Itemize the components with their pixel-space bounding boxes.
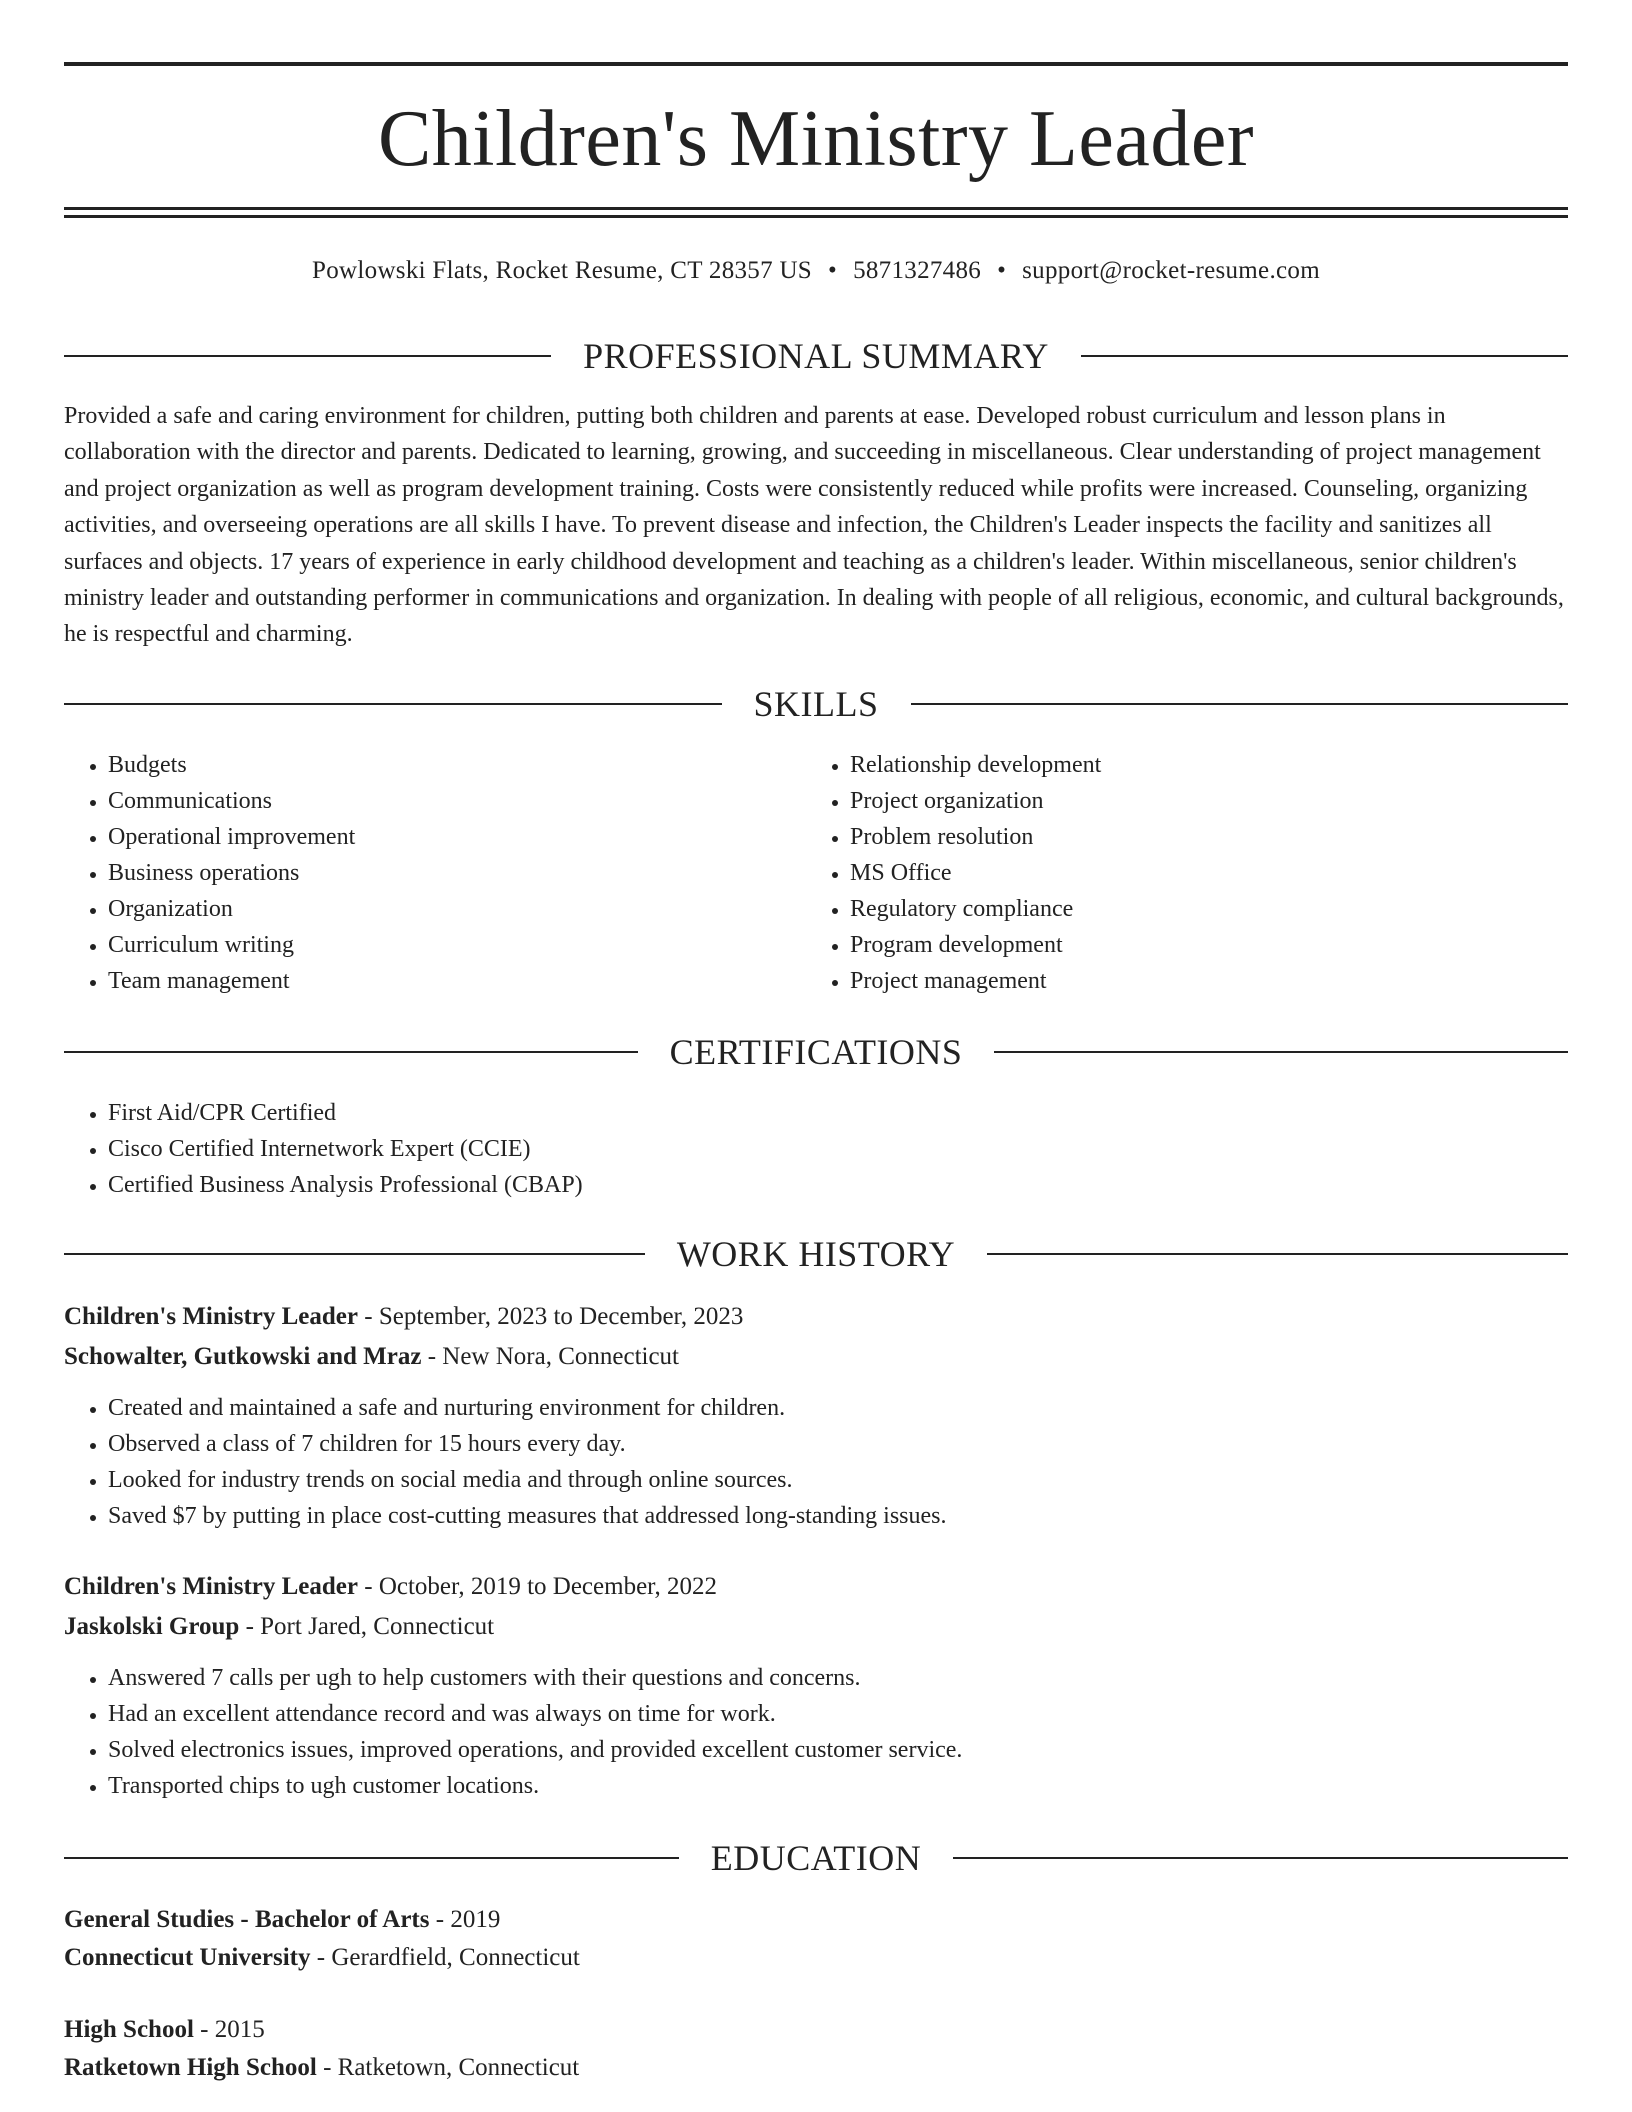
job-company: Jaskolski Group <box>64 1613 240 1640</box>
job-dates: September, 2023 to December, 2023 <box>378 1303 744 1330</box>
dash: - <box>421 1343 443 1370</box>
certifications-list <box>64 1095 1568 1203</box>
skills-heading-label: SKILLS <box>753 684 879 724</box>
education-heading <box>64 1836 1568 1880</box>
dash: - <box>310 1944 332 1971</box>
skill-item: • Team management <box>108 963 806 999</box>
job-bullet: • Had an excellent attendance record and was always on time for work. <box>108 1696 1568 1732</box>
heading-rule-left <box>64 355 551 357</box>
contact-address: Powlowski Flats, Rocket Resume, CT 28357 US <box>312 257 813 284</box>
education-degree-line <box>64 2011 1568 2049</box>
job-company-line <box>64 1337 1568 1377</box>
dash: - <box>357 1303 379 1330</box>
education-school-line <box>64 2049 1568 2087</box>
job-title: Children's Ministry Leader <box>64 1303 358 1330</box>
job-location: New Nora, Connecticut <box>442 1343 679 1370</box>
heading-rule-right <box>1081 355 1568 357</box>
job-dates: October, 2019 to December, 2022 <box>378 1573 717 1600</box>
heading-rule-right <box>987 1253 1568 1255</box>
heading-rule-left <box>64 1253 645 1255</box>
skill-item: • Program development <box>850 927 1548 963</box>
contact-line <box>64 254 1568 288</box>
certification-item: • Certified Business Analysis Professional (CBAP) <box>108 1167 1568 1203</box>
skill-item: • Business operations <box>108 855 806 891</box>
job-bullet: • Transported chips to ugh customer locations. <box>108 1768 1568 1804</box>
contact-phone: 5871327486 <box>853 257 982 284</box>
skill-item: • Budgets <box>108 747 806 783</box>
heading-rule-right <box>953 1857 1568 1859</box>
contact-separator: • <box>828 257 838 284</box>
education-location: Ratketown, Connecticut <box>337 2054 580 2081</box>
dash: - <box>429 1906 451 1933</box>
skill-item: • Relationship development <box>850 747 1548 783</box>
job-bullets <box>64 1660 1568 1804</box>
work-history-heading-label: WORK HISTORY <box>676 1234 956 1274</box>
education-school: Connecticut University <box>64 1944 311 1971</box>
education-entry <box>64 1901 1568 1977</box>
work-history-heading <box>64 1232 1568 1276</box>
job-bullet: • Created and maintained a safe and nurturing environment for children. <box>108 1390 1568 1426</box>
skills-list <box>64 747 1568 999</box>
skill-item: • Project management <box>850 963 1548 999</box>
job-title: Children's Ministry Leader <box>64 1573 358 1600</box>
job-bullets <box>64 1390 1568 1534</box>
job-title-line <box>64 1297 1568 1337</box>
job-bullet: • Answered 7 calls per ugh to help customers with their questions and concerns. <box>108 1660 1568 1696</box>
education-school-line <box>64 1939 1568 1977</box>
skills-column-left <box>64 747 806 999</box>
job-title-line <box>64 1567 1568 1607</box>
heading-rule-right <box>911 703 1569 705</box>
education-school: Ratketown High School <box>64 2054 317 2081</box>
education-year: 2019 <box>450 1906 501 1933</box>
top-rule <box>64 62 1568 66</box>
dash: - <box>316 2054 338 2081</box>
education-degree-line <box>64 1901 1568 1939</box>
dash: - <box>239 1613 261 1640</box>
job-location: Port Jared, Connecticut <box>260 1613 495 1640</box>
education-year: 2015 <box>214 2016 265 2043</box>
skill-item: • Communications <box>108 783 806 819</box>
skills-heading <box>64 682 1568 726</box>
job-bullet: • Solved electronics issues, improved operations, and provided excellent customer service. <box>108 1732 1568 1768</box>
job-bullet: • Saved $7 by putting in place cost-cutting measures that addressed long-standing issues. <box>108 1498 1568 1534</box>
certification-item: • Cisco Certified Internetwork Expert (CCIE) <box>108 1131 1568 1167</box>
education-heading-label: EDUCATION <box>710 1838 922 1878</box>
certification-item: • First Aid/CPR Certified <box>108 1095 1568 1131</box>
summary-heading <box>64 334 1568 378</box>
job-bullet: • Looked for industry trends on social media and through online sources. <box>108 1462 1568 1498</box>
job-entry <box>64 1297 1568 1534</box>
skill-item: • Regulatory compliance <box>850 891 1548 927</box>
skill-item: • Project organization <box>850 783 1548 819</box>
education-location: Gerardfield, Connecticut <box>331 1944 580 1971</box>
job-bullet: • Observed a class of 7 children for 15 hours every day. <box>108 1426 1568 1462</box>
heading-rule-left <box>64 1051 638 1053</box>
job-entry <box>64 1567 1568 1804</box>
certifications-heading-label: CERTIFICATIONS <box>669 1032 963 1072</box>
job-company-line <box>64 1607 1568 1647</box>
contact-separator: • <box>997 257 1007 284</box>
education-degree: General Studies - Bachelor of Arts <box>64 1906 430 1933</box>
page-title: Children's Ministry Leader <box>377 95 1255 183</box>
title-block <box>64 89 1568 189</box>
education-degree: High School <box>64 2016 194 2043</box>
job-company: Schowalter, Gutkowski and Mraz <box>64 1343 422 1370</box>
skills-column-right <box>806 747 1548 999</box>
heading-rule-left <box>64 1857 679 1859</box>
skill-item: • Operational improvement <box>108 819 806 855</box>
skill-item: • MS Office <box>850 855 1548 891</box>
summary-text: Provided a safe and caring environment for children, putting both children and parents at ease. Developed robust curriculum and lesson plans in collaboration with the director and parents. Dedicated to learning, growing, and succeeding in miscellaneous. Clear understanding of project management and project organization as well as program development training. Costs were consistently reduced while profits were increased. Counseling, organizing activities, and overseeing operations are all skills I have. To prevent disease and infection, the Children's Leader inspects the facility and sanitizes all surfaces and objects. 17 years of experience in early childhood development and teaching as a children's leader. Within miscellaneous, senior children's ministry leader and outstanding performer in communications and organization. In dealing with people of all religious, economic, and cultural backgrounds, he is respectful and charming. <box>64 403 1564 648</box>
heading-rule-left <box>64 703 722 705</box>
title-double-rule <box>64 207 1568 218</box>
skill-item: • Organization <box>108 891 806 927</box>
heading-rule-right <box>994 1051 1568 1053</box>
certifications-heading <box>64 1030 1568 1074</box>
contact-email[interactable]: support@rocket-resume.com <box>1022 257 1320 284</box>
skill-item: • Problem resolution <box>850 819 1548 855</box>
skill-item: • Curriculum writing <box>108 927 806 963</box>
dash: - <box>357 1573 379 1600</box>
education-entry <box>64 2011 1568 2087</box>
dash: - <box>193 2016 215 2043</box>
summary-heading-label: PROFESSIONAL SUMMARY <box>583 336 1049 376</box>
